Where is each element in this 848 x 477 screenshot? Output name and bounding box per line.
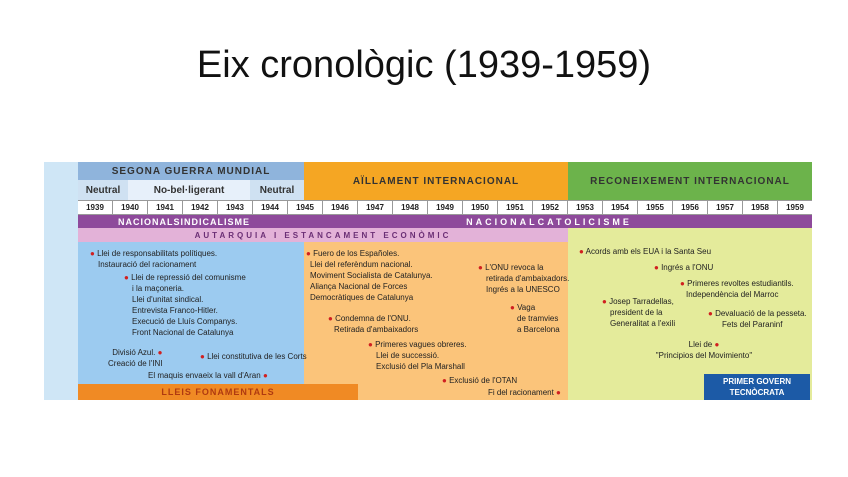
event-text: Execució de Lluís Companys. bbox=[132, 317, 238, 326]
event-text: retirada d'ambaixadors. bbox=[486, 274, 570, 283]
event-text: Retirada d'ambaixadors bbox=[334, 325, 419, 334]
event-text: president de la bbox=[610, 308, 663, 317]
bullet-icon: ● bbox=[714, 340, 720, 349]
event-1947 bbox=[368, 339, 467, 372]
event-text: Creació de l'INI bbox=[108, 359, 163, 368]
year-label: 1942 bbox=[183, 201, 218, 214]
event-text: Democràtiques de Catalunya bbox=[310, 293, 414, 302]
year-label: 1956 bbox=[673, 201, 708, 214]
event-text: Entrevista Franco-Hitler. bbox=[132, 306, 218, 315]
event-text: Front Nacional de Catalunya bbox=[132, 328, 234, 337]
event-text: Devaluació de la pesseta. bbox=[715, 309, 807, 318]
event-text: Fets del Paraninf bbox=[722, 320, 783, 329]
event-text: "Principios del Movimiento" bbox=[655, 351, 753, 360]
bullet-icon: ● bbox=[556, 388, 561, 397]
bullet-icon: ● bbox=[708, 309, 716, 318]
event-1954 bbox=[602, 296, 675, 329]
year-label: 1951 bbox=[498, 201, 533, 214]
event-text: Llei de responsabilitats polítiques. bbox=[97, 249, 218, 258]
event-text: Instauració del racionament bbox=[98, 260, 197, 269]
badge-text: PRIMER GOVERN bbox=[722, 377, 791, 386]
year-label: 1946 bbox=[323, 201, 358, 214]
event-1953 bbox=[579, 246, 711, 257]
bullet-icon: ● bbox=[124, 273, 132, 282]
event-1951-otan bbox=[442, 375, 517, 386]
bullet-icon: ● bbox=[90, 249, 98, 258]
event-text: El maquis envaeix la vall d'Aran bbox=[148, 371, 261, 380]
event-1942 bbox=[200, 351, 307, 362]
event-text: de tramvies bbox=[517, 314, 559, 323]
event-text: Fi del racionament bbox=[488, 388, 554, 397]
event-1941 bbox=[108, 347, 162, 369]
period-neutral-2: Neutral bbox=[250, 180, 304, 200]
event-text: Fuero de los Españoles. bbox=[313, 249, 400, 258]
year-label: 1945 bbox=[288, 201, 323, 214]
badge-text: TECNÒCRATA bbox=[729, 388, 785, 397]
bullet-icon: ● bbox=[602, 297, 610, 306]
event-1945 bbox=[306, 248, 433, 303]
event-text: i la maçoneria. bbox=[132, 284, 185, 293]
event-text: Acords amb els EUA i la Santa Seu bbox=[585, 247, 712, 256]
event-1958 bbox=[644, 339, 764, 361]
event-text: Moviment Socialista de Catalunya. bbox=[310, 271, 433, 280]
event-text: Aliança Nacional de Forces bbox=[310, 282, 408, 291]
slide-title: Eix cronològic (1939-1959) bbox=[196, 44, 652, 86]
year-label: 1941 bbox=[148, 201, 183, 214]
year-label: 1958 bbox=[743, 201, 778, 214]
event-text: Vaga bbox=[517, 303, 536, 312]
year-label: 1944 bbox=[253, 201, 288, 214]
year-label: 1943 bbox=[218, 201, 253, 214]
event-text: Ingrés a la UNESCO bbox=[486, 285, 560, 294]
event-1956 bbox=[680, 278, 794, 300]
event-text: a Barcelona bbox=[517, 325, 560, 334]
badge-primer-govern bbox=[704, 374, 810, 400]
event-text: Primeres revoltes estudiantils. bbox=[687, 279, 794, 288]
bullet-icon: ● bbox=[680, 279, 688, 288]
bullet-icon: ● bbox=[306, 249, 314, 258]
year-label: 1939 bbox=[78, 201, 113, 214]
event-text: Llei constitutiva de les Corts bbox=[207, 352, 307, 361]
event-text: Llei de repressió del comunisme bbox=[131, 273, 246, 282]
bullet-icon: ● bbox=[157, 348, 163, 357]
left-strip bbox=[44, 162, 78, 400]
bullet-icon: ● bbox=[328, 314, 336, 323]
band-nacionalcatolicisme: NACIONALCATOLICISME bbox=[286, 215, 812, 228]
timeline bbox=[44, 162, 812, 400]
bullet-icon: ● bbox=[579, 247, 586, 256]
year-label: 1948 bbox=[393, 201, 428, 214]
year-label: 1940 bbox=[113, 201, 148, 214]
period-war: SEGONA GUERRA MUNDIAL bbox=[78, 162, 304, 180]
year-label: 1947 bbox=[358, 201, 393, 214]
bullet-icon: ● bbox=[654, 263, 662, 272]
bullet-icon: ● bbox=[510, 303, 518, 312]
event-text: Condemna de l'ONU. bbox=[335, 314, 411, 323]
bullet-icon: ● bbox=[442, 376, 450, 385]
year-label: 1949 bbox=[428, 201, 463, 214]
event-text: Josep Tarradellas, bbox=[609, 297, 674, 306]
bullet-icon: ● bbox=[200, 352, 208, 361]
event-1951 bbox=[510, 302, 560, 335]
event-text: Llei del referèndum nacional. bbox=[310, 260, 413, 269]
event-1944 bbox=[148, 370, 268, 381]
bullet-icon: ● bbox=[478, 263, 486, 272]
event-text: L'ONU revoca la bbox=[485, 263, 544, 272]
event-text: Llei de bbox=[688, 340, 713, 349]
event-text: Generalitat a l'exili bbox=[610, 319, 676, 328]
event-1939 bbox=[90, 248, 217, 270]
year-label: 1952 bbox=[533, 201, 568, 214]
year-label: 1959 bbox=[778, 201, 812, 214]
event-1946 bbox=[328, 313, 418, 335]
band-autarquia: AUTARQUIA I ESTANCAMENT ECONÒMIC bbox=[78, 228, 568, 242]
bullet-icon: ● bbox=[262, 371, 268, 380]
event-text: Llei de successió. bbox=[376, 351, 440, 360]
bullet-icon: ● bbox=[368, 340, 376, 349]
event-text: Ingrés a l'ONU bbox=[661, 263, 714, 272]
period-nonbelligerent: No-bel·ligerant bbox=[128, 180, 250, 200]
period-neutral-1: Neutral bbox=[78, 180, 128, 200]
period-isolation: AÏLLAMENT INTERNACIONAL bbox=[304, 162, 568, 200]
event-1952 bbox=[488, 387, 561, 398]
event-text: Independència del Marroc bbox=[686, 290, 779, 299]
event-1955 bbox=[654, 262, 713, 273]
event-text: Primeres vagues obreres. bbox=[375, 340, 467, 349]
year-label: 1953 bbox=[568, 201, 603, 214]
year-label: 1950 bbox=[463, 201, 498, 214]
event-text: Exclusió de l'OTAN bbox=[449, 376, 518, 385]
event-1950 bbox=[478, 262, 569, 295]
period-recognition: RECONEIXEMENT INTERNACIONAL bbox=[568, 162, 812, 200]
event-1957 bbox=[708, 308, 807, 330]
year-label: 1957 bbox=[708, 201, 743, 214]
event-1940 bbox=[124, 272, 246, 338]
event-text: Exclusió del Pla Marshall bbox=[376, 362, 465, 371]
event-text: Divisió Azul. bbox=[112, 348, 156, 357]
band-nacionalsindicalisme: NACIONALSINDICALISME bbox=[78, 215, 286, 228]
year-label: 1955 bbox=[638, 201, 673, 214]
event-text: Llei d'unitat sindical. bbox=[132, 295, 204, 304]
year-label: 1954 bbox=[603, 201, 638, 214]
band-lleis-fonamentals: LLEIS FONAMENTALS bbox=[78, 384, 358, 400]
